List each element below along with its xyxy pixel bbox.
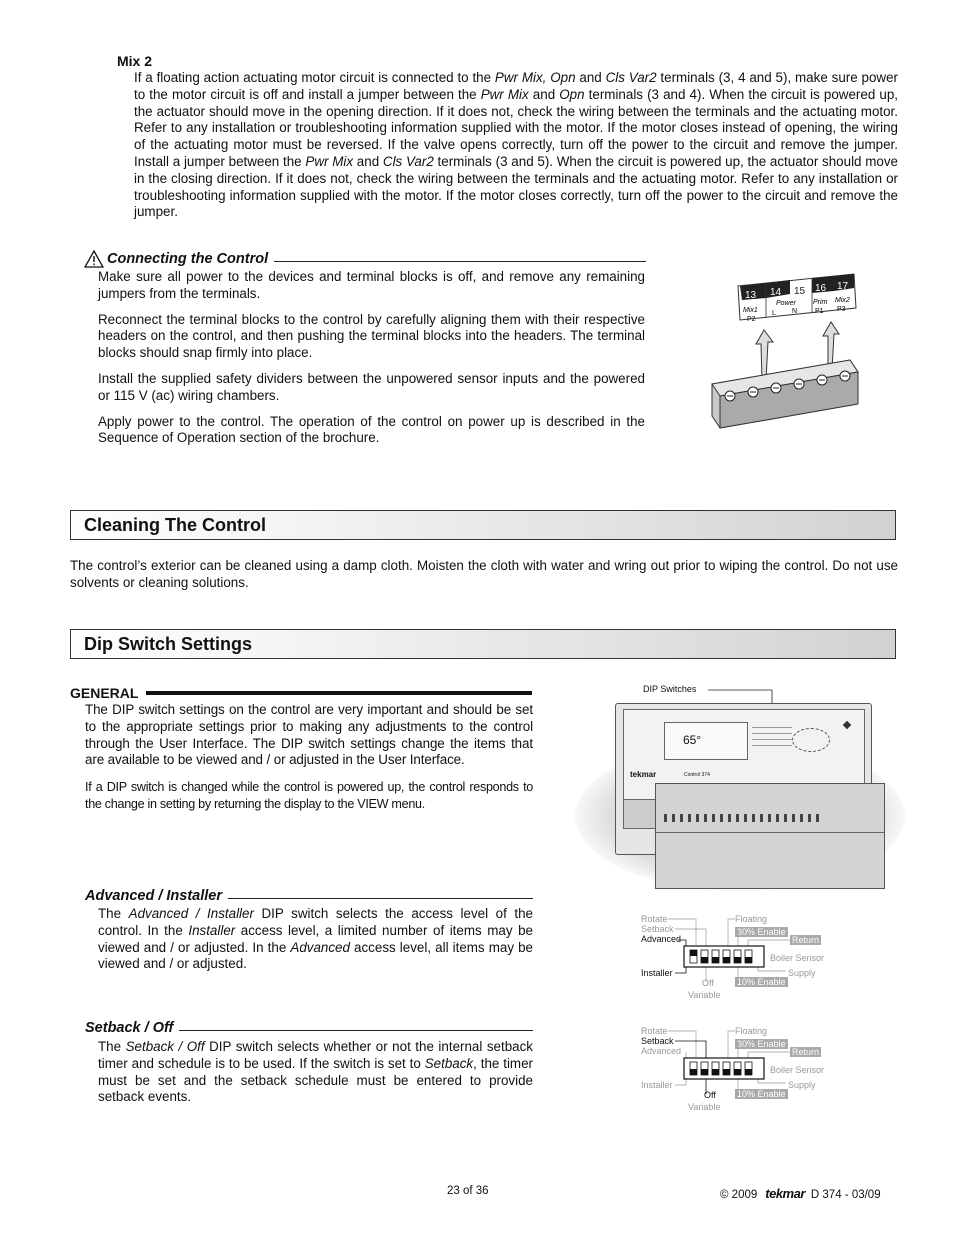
setback-body: The Setback / Off DIP switch selects whether or not the internal setback timer and schedule is to be used. If the switch is set to Setback, the timer must be set and the setback schedule must be entered to provide setback events. bbox=[98, 1039, 534, 1105]
control-indicator bbox=[843, 721, 851, 729]
dip-diagram-setback bbox=[640, 1024, 840, 1116]
terminal-label: P3 bbox=[837, 306, 846, 313]
mix2-heading: Mix 2 bbox=[117, 53, 153, 69]
warning-icon bbox=[84, 250, 104, 268]
cleaning-heading: Cleaning The Control bbox=[84, 515, 266, 535]
terminal-number: 16 bbox=[815, 283, 827, 294]
terminal-block-illustration bbox=[700, 272, 865, 432]
connecting-heading-text: Connecting the Control bbox=[107, 251, 269, 267]
dip-label-off: Off bbox=[702, 978, 714, 988]
terminal-number: 13 bbox=[745, 290, 757, 301]
terminal-label: P2 bbox=[747, 316, 756, 323]
dip-label-setback: Setback bbox=[641, 1036, 674, 1046]
setback-heading-text: Setback / Off bbox=[85, 1020, 174, 1036]
general-p2: If a DIP switch is changed while the control is powered up, the control responds to the change in setting by returning the display to the VIEW menu. bbox=[85, 780, 533, 811]
copyright: © 2009 bbox=[720, 1189, 758, 1201]
dip-label-floating: Floating bbox=[735, 1026, 768, 1036]
terminal-label: Prim bbox=[813, 299, 828, 306]
dip-label-enable30: 30% Enable bbox=[737, 1039, 786, 1049]
terminal-label: P1 bbox=[815, 308, 824, 315]
dip-label-installer: Installer bbox=[641, 1080, 673, 1090]
page-number: 23 of 36 bbox=[447, 1185, 489, 1197]
dip-label-enable10: 10% Enable bbox=[737, 977, 786, 987]
control-front-cover bbox=[655, 783, 885, 889]
dip-switch-zoom-circle bbox=[792, 728, 830, 752]
control-model: Control 374 bbox=[684, 772, 710, 778]
dip-label-boiler-sensor: Boiler Sensor bbox=[770, 1065, 825, 1075]
cleaning-section-bar bbox=[70, 510, 896, 540]
dip-label-variable: Variable bbox=[688, 1102, 721, 1112]
general-heading-text: GENERAL bbox=[70, 685, 139, 701]
setback-heading bbox=[85, 1020, 533, 1036]
mix2-body: If a floating action actuating motor circuit is connected to the Pwr Mix, Opn and Cls Var2 terminals (3, 4 and 5), make sure power to the motor circuit is off and install a jumper between the Pwr Mix and Opn terminals (3 and 4). When the circuit is powered up, the actuator should move in the opening direction. If it does not, check the wiring between the terminals and the actuating motor. Refer to any installation or troubleshooting information supplied with the motor. If the motor closes instead of opening, the wiring of the actuating motor must be reversed. If the valve opens correctly, turn off the power to the circuit and remove the jumper. Install a jumper between the Pwr Mix and Cls Var2 terminals (3 and 5). When the circuit is powered up, the actuator should move in the closing direction. If it does not, check the wiring between the terminals and the actuating motor. Refer to any installation or troubleshooting information supplied with the motor. If the motor closes correctly, turn off the power to the circuit and remove the jumper. bbox=[134, 70, 898, 220]
advanced-body: The Advanced / Installer DIP switch selects the access level of the control. In the Installer access level, a limited number of items may be viewed and / or adjusted. In the Advanced access level, all items may be viewed and / or adjusted. bbox=[98, 906, 533, 972]
connecting-heading bbox=[84, 250, 646, 268]
dip-label-off: Off bbox=[704, 1090, 716, 1100]
connecting-p4: Apply power to the control. The operation of the control on power up is described in the Sequence of Operation section of the brochure. bbox=[98, 413, 645, 446]
footer-right bbox=[720, 1186, 881, 1201]
general-heading bbox=[70, 685, 532, 701]
terminal-label: Power bbox=[776, 300, 796, 307]
terminal-label: Mix1 bbox=[743, 307, 758, 314]
dip-section-bar bbox=[70, 629, 896, 659]
control-brand: tekmar bbox=[630, 770, 657, 779]
dip-label-supply: Supply bbox=[788, 968, 816, 978]
dip-label-return: Return bbox=[792, 1047, 820, 1057]
terminal-label: N bbox=[792, 308, 798, 315]
footer-brand-logo: tekmar bbox=[765, 1186, 805, 1201]
dip-label-enable10: 10% Enable bbox=[737, 1089, 786, 1099]
dip-diagram-advanced bbox=[640, 912, 840, 1004]
terminal-label: L bbox=[772, 310, 776, 317]
document-code: D 374 - 03/09 bbox=[810, 1189, 881, 1201]
terminal-number: 17 bbox=[837, 281, 849, 292]
terminal-number: 15 bbox=[794, 286, 806, 297]
connecting-p2: Reconnect the terminal blocks to the control by carefully aligning them with their respective headers on the control, and then pushing the terminal blocks into the headers. The terminal blocks should snap firmly into place. bbox=[98, 311, 645, 361]
control-illustration bbox=[575, 681, 910, 896]
dip-label-rotate: Rotate bbox=[641, 914, 668, 924]
advanced-heading-text: Advanced / Installer bbox=[85, 888, 222, 904]
connecting-body bbox=[98, 269, 645, 447]
display-legend bbox=[752, 724, 792, 758]
dip-label-installer: Installer bbox=[641, 968, 673, 978]
terminal-number: 14 bbox=[770, 287, 782, 298]
dip-label-floating: Floating bbox=[735, 914, 768, 924]
dip-label-variable: Variable bbox=[688, 990, 721, 1000]
dip-label-advanced: Advanced bbox=[641, 934, 682, 944]
dip-switches-callout: DIP Switches bbox=[643, 684, 697, 694]
dip-label-advanced: Advanced bbox=[641, 1046, 682, 1056]
general-p1: The DIP switch settings on the control are very important and should be set to the appropriate settings prior to making any adjustments to the control through the User Interface. The DIP switch settings change the items that are available to be viewed and / or adjusted in the User Interface. bbox=[85, 702, 533, 768]
dip-label-rotate: Rotate bbox=[641, 1026, 668, 1036]
advanced-heading bbox=[85, 888, 533, 904]
dip-label-supply: Supply bbox=[788, 1080, 816, 1090]
cleaning-body: The control’s exterior can be cleaned using a damp cloth. Moisten the cloth with water and wring out prior to wiping the control. Do not use solvents or cleaning solutions. bbox=[70, 558, 898, 590]
dip-label-enable30: 30% Enable bbox=[737, 927, 786, 937]
dip-label-setback: Setback bbox=[641, 924, 674, 934]
dip-label-boiler-sensor: Boiler Sensor bbox=[770, 953, 825, 963]
control-display bbox=[664, 722, 748, 760]
terminal-label: Mix2 bbox=[835, 297, 850, 304]
dip-label-return: Return bbox=[792, 935, 820, 945]
dip-heading: Dip Switch Settings bbox=[84, 634, 253, 654]
connecting-p3: Install the supplied safety dividers between the unpowered sensor inputs and the powered or 115 V (ac) wiring chambers. bbox=[98, 370, 645, 403]
display-value: 65° bbox=[683, 733, 702, 747]
connecting-p1: Make sure all power to the devices and terminal blocks is off, and remove any remaining jumpers from the terminals. bbox=[98, 269, 645, 301]
